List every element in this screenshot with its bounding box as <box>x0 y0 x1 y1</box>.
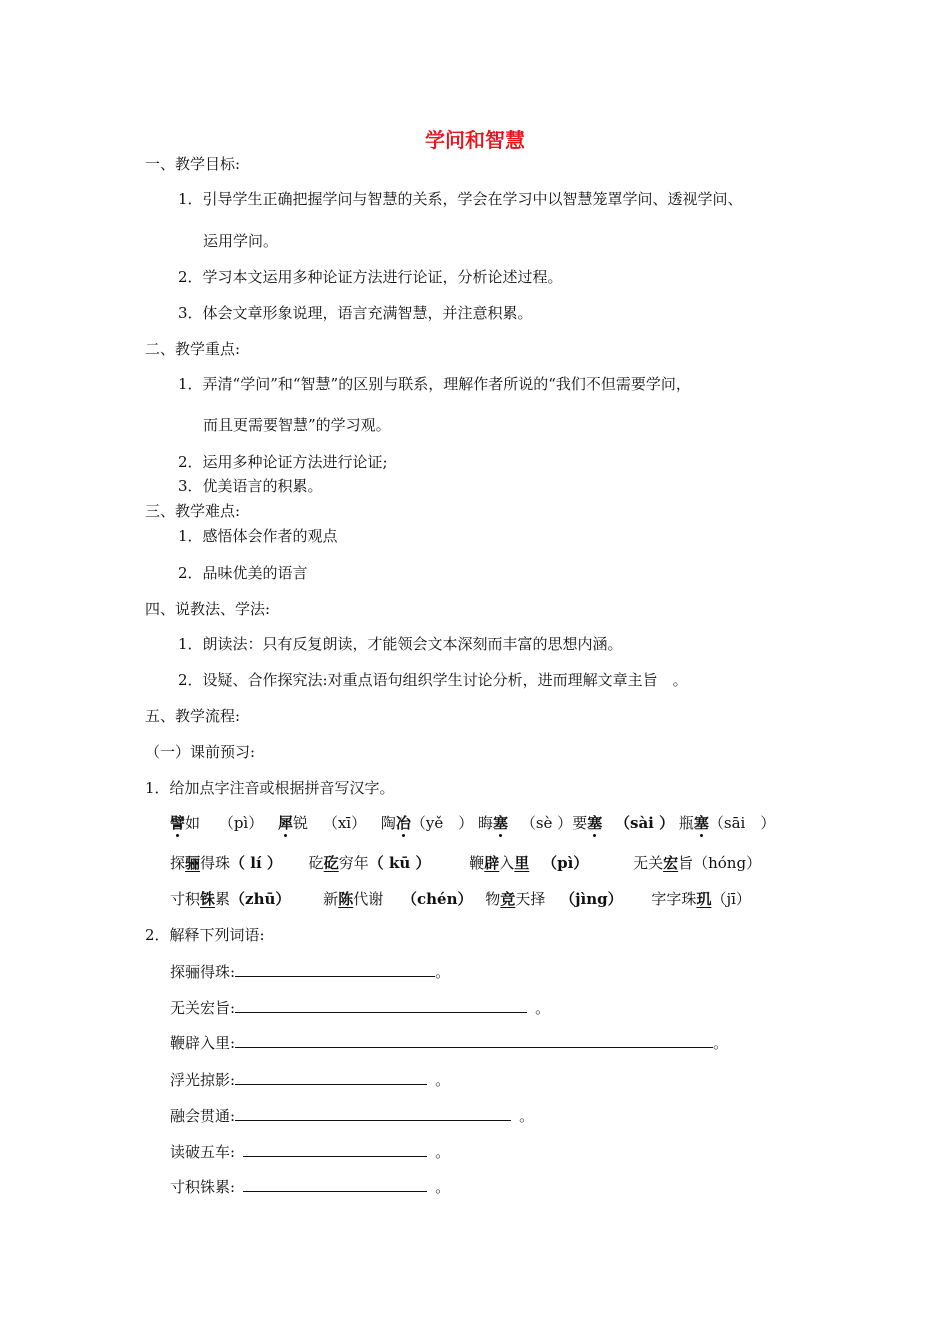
term-row: 探骊得珠: 。 <box>170 963 451 981</box>
goal-item-1-cont: 运用学问。 <box>203 232 279 250</box>
underlined-char: 矻 <box>323 854 339 872</box>
key-item-1-cont: 而且更需要智慧”的学习观。 <box>203 416 391 434</box>
term-row: 浮光掠影: 。 <box>170 1071 451 1089</box>
difficult-item-2: 2．品味优美的语言 <box>178 564 308 582</box>
underlined-char: 竞 <box>500 890 516 908</box>
underlined-char: 玑 <box>696 890 712 908</box>
answer-blank[interactable] <box>243 1177 427 1192</box>
question-1: 1．给加点字注音或根据拼音写汉字。 <box>145 779 395 797</box>
underlined-char: 辟 <box>484 854 500 872</box>
underlined-char: 铢 <box>200 890 216 908</box>
pinyin-row-1: 譬如 （pì） 犀锐 （xī） 陶冶（yě ） 晦塞 （sè ）要塞 （sài ） 瓶塞（sāi ） <box>170 814 776 832</box>
section-methods-heading: 四、说教法、学法: <box>145 600 271 618</box>
goal-item-2: 2．学习本文运用多种论证方法进行论证，分析论述过程。 <box>178 268 563 286</box>
underlined-char: 宏 <box>663 854 679 872</box>
term-row: 融会贯通: 。 <box>170 1107 535 1125</box>
answer-blank[interactable] <box>235 1070 427 1085</box>
difficult-item-1: 1．感悟体会作者的观点 <box>178 527 338 545</box>
key-item-2: 2．运用多种论证方法进行论证; <box>178 453 388 471</box>
dotted-char: 塞 <box>587 814 603 832</box>
answer-blank[interactable] <box>235 962 435 977</box>
dotted-char: 譬 <box>170 814 186 832</box>
section-key-heading: 二、教学重点: <box>145 340 241 358</box>
key-item-1: 1．弄清“学问”和“智慧”的区别与联系，理解作者所说的“我们不但需要学问， <box>178 375 691 393</box>
section-goals-heading: 一、教学目标: <box>145 155 241 173</box>
dotted-char: 塞 <box>693 814 709 832</box>
answer-blank[interactable] <box>235 1106 511 1121</box>
dotted-char: 犀 <box>278 814 294 832</box>
term-row: 读破五车: 。 <box>170 1143 451 1161</box>
term-row: 无关宏旨: 。 <box>170 999 551 1017</box>
term-row: 寸积铢累: 。 <box>170 1178 451 1196</box>
question-2: 2．解释下列词语: <box>145 926 265 944</box>
term-row: 鞭辟入里: 。 <box>170 1034 729 1052</box>
dotted-char: 塞 <box>493 814 509 832</box>
underlined-char: 里 <box>514 854 530 872</box>
pinyin-row-3: 寸积铢累（zhū） 新陈代谢 （chén） 物竞天择 （jìng） 字字珠玑（jī） <box>170 890 751 908</box>
pinyin-row-2: 探骊得珠（ lí ） 矻矻穷年（ kū ） 鞭辟入里 （pì） 无关宏旨（hóng） <box>170 854 762 872</box>
answer-blank[interactable] <box>235 1033 713 1048</box>
underlined-char: 骊 <box>185 854 201 872</box>
process-subheading-preview: （一）课前预习: <box>145 743 256 761</box>
section-difficult-heading: 三、教学难点: <box>145 502 241 520</box>
key-item-3: 3．优美语言的积累。 <box>178 477 323 495</box>
section-process-heading: 五、教学流程: <box>145 707 241 725</box>
underlined-char: 陈 <box>338 890 354 908</box>
answer-blank[interactable] <box>243 1142 427 1157</box>
goal-item-3: 3．体会文章形象说理，语言充满智慧，并注意积累。 <box>178 304 533 322</box>
page-title: 学问和智慧 <box>425 128 525 152</box>
method-item-2: 2．设疑、合作探究法:对重点语句组织学生讨论分析，进而理解文章主旨 。 <box>178 671 688 689</box>
dotted-char: 冶 <box>395 814 411 832</box>
method-item-1: 1．朗读法：只有反复朗读，才能领会文本深刻而丰富的思想内涵。 <box>178 635 623 653</box>
goal-item-1: 1．引导学生正确把握学问与智慧的关系，学会在学习中以智慧笼罩学问、透视学问、 <box>178 190 743 208</box>
answer-blank[interactable] <box>235 998 527 1013</box>
